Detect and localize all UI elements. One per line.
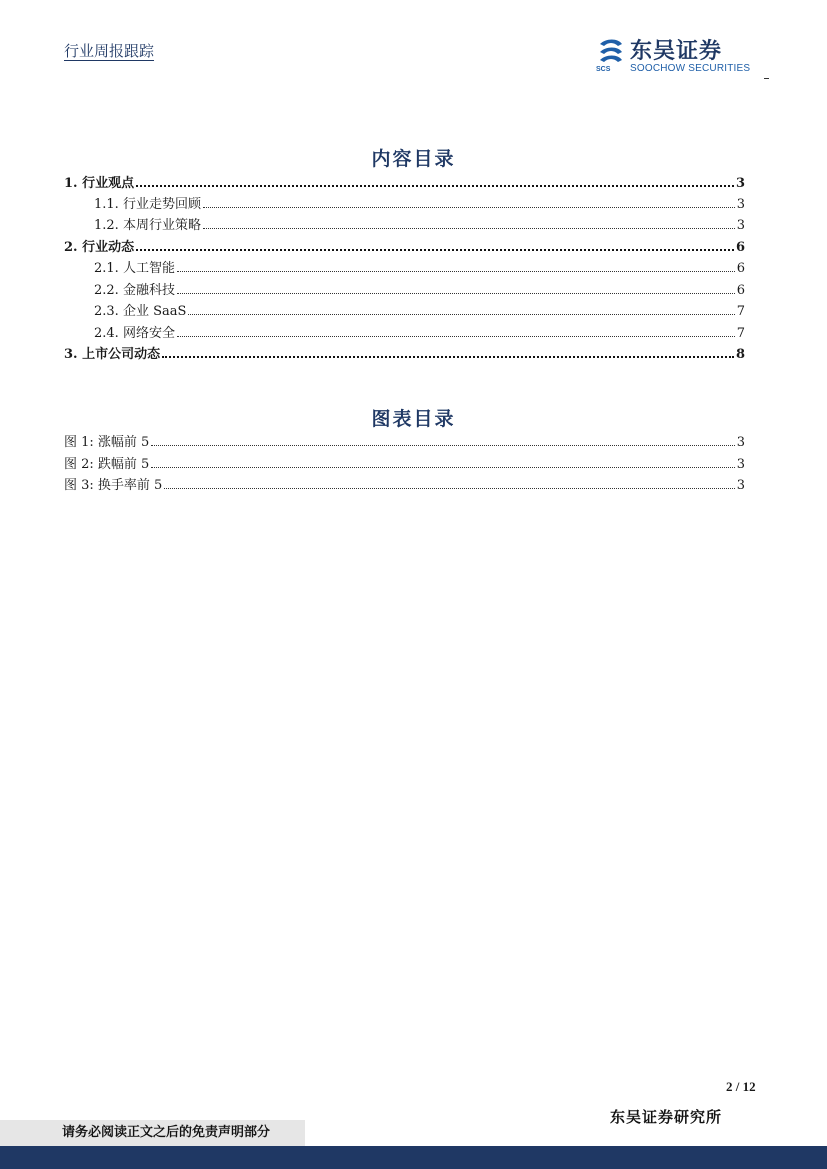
- leader-dots: [151, 444, 734, 446]
- toc-entry-label: 1. 行业观点: [64, 176, 135, 191]
- leader-dots: [151, 466, 734, 468]
- figure-entry[interactable]: [64, 430, 745, 450]
- toc-entry-page: 3: [736, 218, 745, 233]
- toc-entry-page: 3: [735, 176, 745, 191]
- toc-entry-label: 1.1. 行业走势回顾: [94, 197, 201, 212]
- leader-dots: [177, 292, 735, 294]
- toc-entry[interactable]: [94, 192, 745, 212]
- footer-organization: 东吴证券研究所: [610, 1108, 723, 1126]
- footer-disclaimer: 请务必阅读正文之后的免责声明部分: [0, 1120, 305, 1146]
- toc-entry-label: 1.2. 本周行业策略: [94, 218, 201, 233]
- toc-entry-page: 6: [736, 261, 745, 276]
- toc-entry-label: 2. 行业动态: [64, 240, 135, 255]
- toc-entry-page: 6: [736, 283, 745, 298]
- toc-entry-page: 3: [736, 197, 745, 212]
- toc-entry[interactable]: [94, 256, 745, 276]
- toc-entry-label: 2.2. 金融科技: [94, 283, 175, 298]
- figure-entry-label: 图 1: 涨幅前 5: [64, 435, 150, 450]
- figures-title: 图表目录: [371, 408, 456, 430]
- toc-entry[interactable]: [64, 171, 745, 191]
- toc-entry-page: 7: [736, 304, 745, 319]
- toc-entry[interactable]: [94, 321, 745, 341]
- figure-entry-page: 3: [736, 435, 745, 450]
- toc-entry-label: 2.1. 人工智能: [94, 261, 175, 276]
- figure-entry[interactable]: [64, 452, 745, 472]
- leader-dots: [188, 313, 734, 315]
- logo-chinese-name: 东吴证券: [630, 39, 723, 64]
- figure-entry-label: 图 3: 换手率前 5: [64, 478, 163, 493]
- leader-dots: [177, 335, 735, 337]
- company-logo: [596, 36, 766, 78]
- toc-title: 内容目录: [371, 148, 456, 170]
- logo-abbr: SCS: [596, 66, 611, 73]
- logo-english-name: SOOCHOW SECURITIES: [630, 63, 751, 74]
- toc-entry[interactable]: [94, 213, 745, 233]
- figure-entry-label: 图 2: 跌幅前 5: [64, 457, 150, 472]
- leader-dots: [162, 355, 734, 358]
- toc-entry-label: 2.3. 企业 SaaS: [94, 304, 187, 319]
- toc-entry[interactable]: [94, 278, 745, 298]
- toc-entry-label: 2.4. 网络安全: [94, 326, 175, 341]
- figure-entry-page: 3: [736, 457, 745, 472]
- header-dash: [764, 78, 769, 79]
- header-label: 行业周报跟踪: [64, 42, 155, 60]
- toc-entry[interactable]: [64, 235, 745, 255]
- toc-entry-page: 8: [735, 347, 745, 362]
- footer-bar: [0, 1146, 827, 1169]
- leader-dots: [136, 184, 734, 187]
- leader-dots: [164, 487, 734, 489]
- toc-entry-page: 6: [735, 240, 745, 255]
- toc-entry[interactable]: [94, 299, 745, 319]
- leader-dots: [203, 206, 735, 208]
- toc-entry[interactable]: [64, 342, 745, 362]
- leader-dots: [177, 270, 735, 272]
- leader-dots: [203, 227, 735, 229]
- toc-entry-page: 7: [736, 326, 745, 341]
- leader-dots: [136, 248, 734, 251]
- figure-entry-page: 3: [736, 478, 745, 493]
- figure-entry[interactable]: [64, 473, 745, 493]
- page-number: 2 / 12: [726, 1079, 756, 1094]
- scs-logo-icon: [596, 38, 626, 66]
- toc-entry-label: 3. 上市公司动态: [64, 347, 161, 362]
